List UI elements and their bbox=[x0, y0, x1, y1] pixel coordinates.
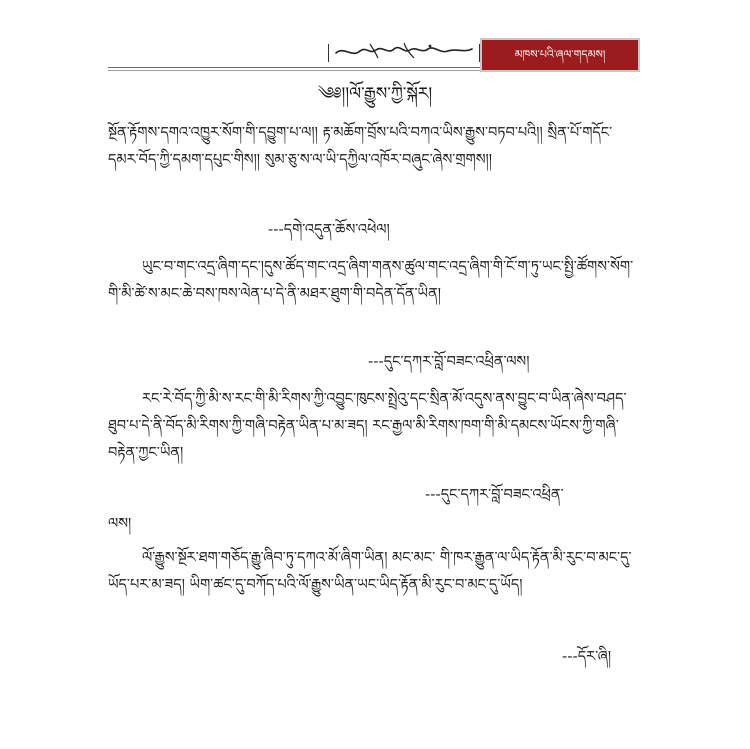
paragraph-1: སྔོན་རྟོགས་དགའ་འཁྱུར་སོག་གི་དབྱུག་པ་ལ།། རྟ་མཆོག་བྲོས་པའི་བཀའ་ཡིས་རྒྱུས་བཏབ་པའི།། སྲིན་པོ་གདོང་དམར་བོད་ཀྱི་དམག་དཔུང་གིས།། སུམ་ཅུ་ས་ལ་ཡི་དཀྱིལ་འཁོར་བཞུང་ཞེས་གྲགས།། bbox=[108, 125, 613, 168]
attribution-2: ---དུང་དཀར་བློ་བཟང་འཕྲིན་ལས། bbox=[368, 354, 530, 370]
paragraph-4: ལོ་རྒྱུས་སྔོར་ཐག་གཅོད་རྒྱུ་ཞིབ་ཏུ་དཀའ་མོ་ཞིག་ཡིན། མང་མང་ གི་ཁར་རྒྱུན་ལ་ཡིད་རྟོན་མི་རུང་བ་མང་དུ་ཡོད་པར་མ་ཟད། ཡིག་ཚང་དུ་བཀོད་པའི་ལོ་རྒྱུས་ཡིན་ཡང་ཡིད་རྟོན་མི་རུང་བ་མང་དུ་ཡོད། bbox=[108, 550, 632, 593]
header-badge: མཁས་པའི་ཞལ་གདམས། bbox=[480, 38, 640, 72]
paragraph-2: ཡུང་བ་གང་འདྲ་ཞིག་དང་།དུས་ཚོད་གང་འདྲ་ཞིག་གནས་ཚུལ་གང་འདྲ་ཞིག་གི་ངོ་ག་ཏུ་ཡང་སྤྱི་ཚོགས་སོག་གི་མི་ཚེ་ས་མང་ཆེ་བས་ཁས་ལེན་པ་དེ་ནི་མཐར་ཐུག་གི་བདེན་དོན་ཡིན། bbox=[108, 259, 634, 302]
attribution-4: ---དོར་ཞི། bbox=[562, 649, 612, 665]
calligraphy-ornament-icon bbox=[330, 40, 476, 62]
attribution-1: ---དགེ་འདུན་ཆོས་འཕེལ། bbox=[268, 222, 390, 238]
page-title: ༄༅།།ལོ་རྒྱུས་ཀྱི་སྐོར། bbox=[317, 84, 433, 104]
paragraph-3: རང་རེ་བོད་ཀྱི་མི་ས་རང་གི་མི་རིགས་ཀྱི་འབྱུང་ཁུངས་སྤྲེའུ་དང་སྲིན་མོ་འདུས་ནས་བྱུང་བ་ཡིན་ཞེས་བཤད་ཐུབ་པ་དེ་ནི་བོད་མི་རིགས་ཀྱི་གཞི་བརྟེན་ཡིན་པ་མ་ཟད། རང་རྒྱལ་མི་རིགས་ཁག་གི་མི་དམངས་ཡོངས་ཀྱི་གཞི་བརྟེན་ཀྱང་ཡིན། bbox=[108, 391, 627, 461]
header-rule-secondary bbox=[108, 70, 480, 71]
attribution-3-line2: ལས། bbox=[108, 516, 132, 532]
attribution-3-line1: ---དུང་དཀར་བློ་བཟང་འཕྲིན་ bbox=[425, 487, 564, 503]
